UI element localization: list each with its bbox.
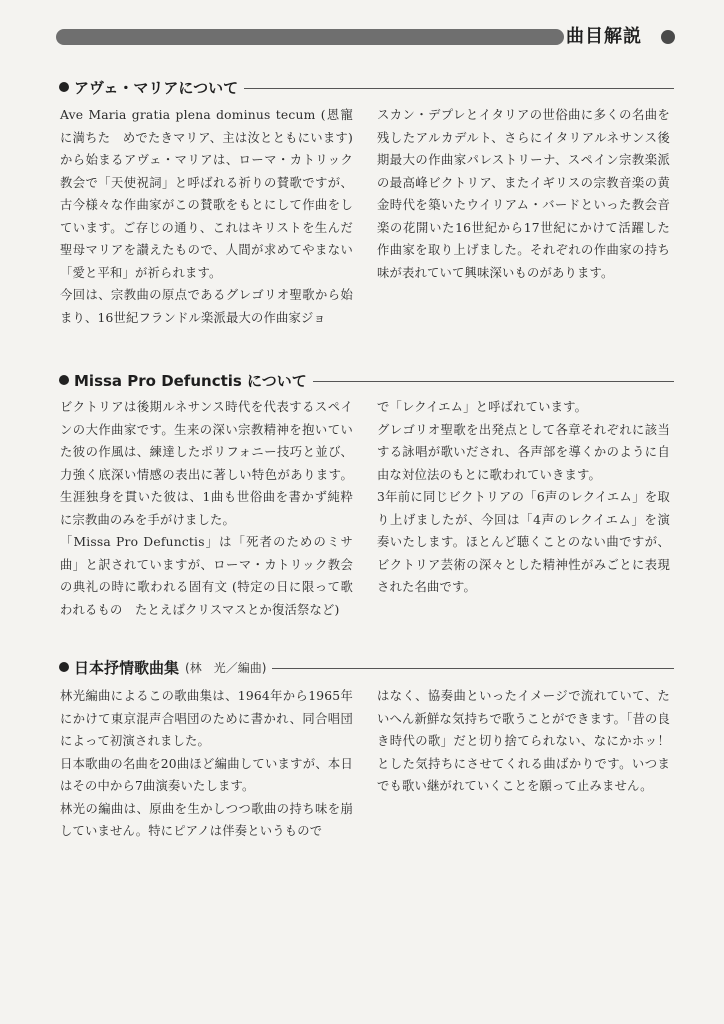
section-title: Missa Pro Defunctis について	[74, 371, 307, 390]
section-rule	[272, 668, 674, 669]
section-heading-japanese-songs	[59, 656, 674, 678]
paragraph: で「レクイエム」と呼ばれています。	[377, 400, 588, 414]
section-missa-right-column	[377, 396, 670, 599]
bullet-icon	[59, 375, 69, 385]
paragraph: ビクトリアは後期ルネサンス時代を代表するスペインの大作曲家です。生来の深い宗教精神を抱いていた彼の作風は、練達したポリフォニー技巧と並び、力強く底深い情感の表出に著しい特色があります。生涯独身を貫いた彼は、1曲も世俗曲を書かず純粋に宗教曲のみを手がけました。	[60, 400, 353, 527]
section-title: アヴェ・マリアについて	[74, 78, 239, 97]
section-heading-ave-maria	[59, 76, 674, 98]
paragraph: 日本歌曲の名曲を20曲ほど編曲していますが、本日はその中から7曲演奏いたします。	[60, 756, 353, 793]
paragraph: 林光編曲によるこの歌曲集は、1964年から1965年にかけて東京混声合唱団のために書かれ、同合唱団によって初演されました。	[60, 689, 353, 748]
paragraph: はなく、協奏曲といったイメージで流れていて、たいへん新鮮な気持ちで歌うことができます。「昔の良き時代の歌」だと切り捨てられない、なにかホッ！とした気持ちにさせてくれる曲ばかりです。いつまでも歌い継がれていくことを願って止みません。	[377, 689, 670, 793]
paragraph: 3年前に同じビクトリアの「6声のレクイエム」を取り上げましたが、今回は「4声のレクイエム」を演奏いたします。ほとんど聴くことのない曲ですが、ビクトリア芸術の深々とした精神性がみごとに表現された名曲です。	[377, 490, 670, 594]
paragraph: グレゴリオ聖歌を出発点として各章それぞれに該当する詠唱が歌いだされ、各声部を導くかのように自由な対位法のもとに歌われていきます。	[377, 422, 670, 482]
header-bar	[56, 29, 564, 45]
section-missa-left-column	[60, 396, 353, 621]
paragraph: Ave Maria gratia plena dominus tecum (恩寵に満ちた めでたきマリア、主は汝とともにいます) から始まるアヴェ・マリアは、ローマ・カトリック教会で「天使祝詞」と呼ばれる祈りの賛歌ですが、古今様々な作曲家がこの賛歌をもとにして作曲をしています。ご存じの通り、これはキリストを生んだ聖母マリアを讃えたもので、人間が求めてやまない「愛と平和」が祈られます。	[60, 108, 353, 280]
section-ave-maria-left-column	[60, 104, 353, 329]
section-heading-missa	[59, 369, 674, 391]
paragraph: 「Missa Pro Defunctis」は「死者のためのミサ曲」と訳されていますが、ローマ・カトリック教会の典礼の時に歌われる固有文 (特定の日に限って歌われるもの たとえばクリスマスとか復活祭など)	[60, 535, 353, 617]
paragraph: スカン・デプレとイタリアの世俗曲に多くの名曲を残したアルカデルト、さらにイタリアルネサンス後期最大の作曲家パレストリーナ、スペイン宗教楽派の最高峰ビクトリア、またイギリスの宗教音楽の黄金時代を築いたウイリアム・バードといった教会音楽の花開いた16世紀から17世紀にかけて活躍した作曲家を取り上げました。それぞれの作曲家の持ち味が表れていて興味深いものがあります。	[377, 108, 670, 280]
section-rule	[244, 88, 674, 89]
section-subtitle: (林 光／編曲)	[185, 660, 267, 675]
bullet-icon	[59, 82, 69, 92]
section-rule	[313, 381, 674, 382]
paragraph: 今回は、宗教曲の原点であるグレゴリオ聖歌から始まり、16世紀フランドル楽派最大の作曲家ジョ	[60, 288, 353, 325]
page-title: 曲目解説	[566, 26, 642, 47]
bullet-icon	[59, 662, 69, 672]
paragraph: 林光の編曲は、原曲を生かしつつ歌曲の持ち味を崩していません。特にピアノは伴奏というもので	[60, 801, 353, 838]
section-title: 日本抒情歌曲集	[74, 658, 180, 677]
section-ave-maria-right-column	[377, 104, 670, 284]
section-japanese-songs-right-column	[377, 685, 670, 798]
header-dot	[661, 30, 675, 44]
section-japanese-songs-left-column	[60, 685, 353, 843]
